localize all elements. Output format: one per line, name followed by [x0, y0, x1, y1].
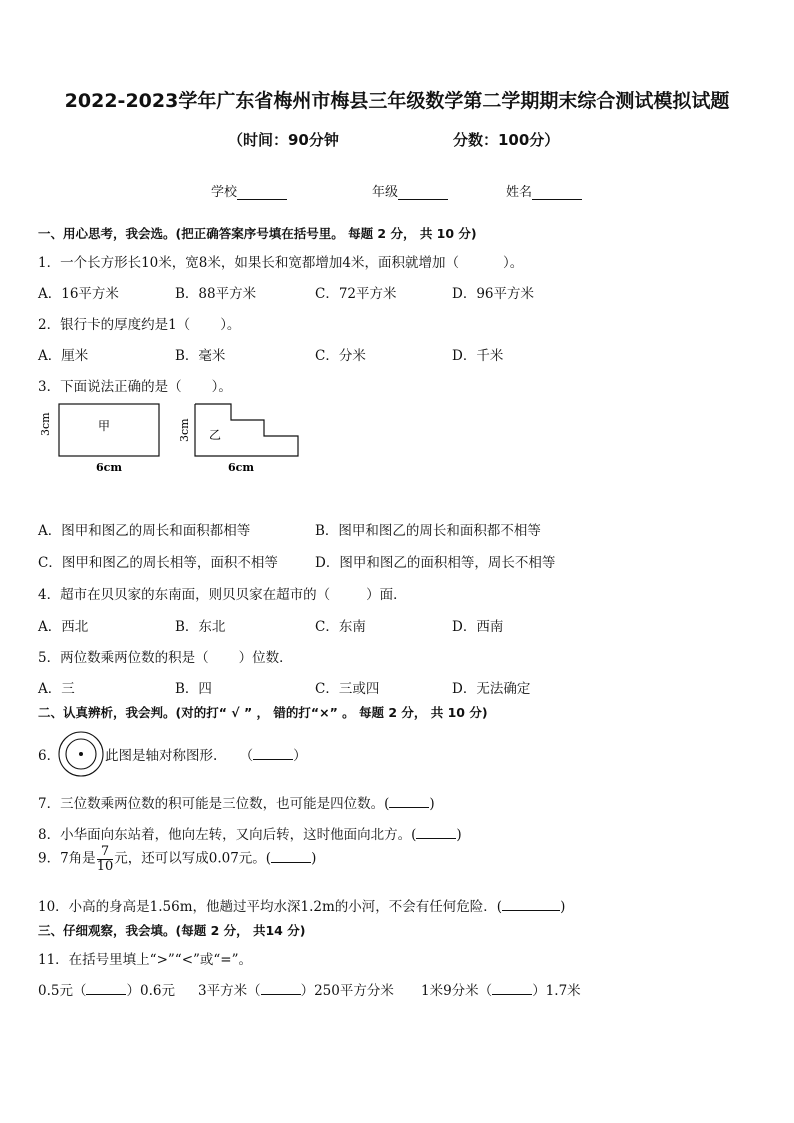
q5-option-c[interactable]: C．三或四 [315, 681, 380, 697]
question-8 [38, 823, 462, 843]
name-label: 姓名 [506, 185, 533, 200]
q3-option-a[interactable]: A．图甲和图乙的周长和面积都相等 [38, 523, 251, 539]
fraction-numerator: 7 [97, 845, 114, 860]
question-2 [38, 313, 240, 333]
q7-paren-close: ) [429, 796, 435, 812]
q3-text-end: ）。 [211, 379, 232, 395]
q7-answer-blank[interactable] [389, 794, 429, 808]
q7-text: 7．三位数乘两位数的积可能是三位数，也可能是四位数。( [38, 796, 390, 812]
section1-heading: 一、用心思考，我会选。(把正确答案序号填在括号里。 每题 2 分， 共 10 分) [38, 226, 477, 241]
q8-text: 8．小华面向东站着，他向左转，又向后转，这时他面向北方。( [38, 827, 417, 843]
q3-text: 3．下面说法正确的是（ [38, 379, 182, 395]
school-blank[interactable] [237, 185, 287, 200]
q2-text-end: ）。 [220, 317, 241, 333]
q4-option-c[interactable]: C．东南 [315, 619, 366, 635]
q1-text-end: ）。 [502, 255, 524, 271]
q5-text-end: ）位数． [238, 650, 293, 666]
q2-option-b[interactable]: B．毫米 [175, 348, 226, 364]
q6-number: 6． [38, 748, 61, 764]
concentric-circles-figure [57, 730, 105, 778]
q8-paren-close: ) [456, 827, 462, 843]
q11-item-3 [421, 979, 581, 999]
q3-option-b[interactable]: B．图甲和图乙的周长和面积都不相等 [315, 523, 541, 539]
fraction-7-10 [97, 845, 114, 873]
question-4 [38, 583, 407, 603]
section2-heading: 二、认真辨析，我会判。(对的打“ √ ” ， 错的打“×” 。 每题 2 分， 共 10 分) [38, 705, 488, 720]
q6-paren-close: ） [293, 748, 307, 764]
question-1 [38, 251, 523, 271]
question-7 [38, 792, 435, 812]
q11-item-1 [38, 979, 175, 999]
school-label: 学校 [211, 185, 238, 200]
q4-option-d[interactable]: D．西南 [452, 619, 504, 635]
question-5 [38, 646, 293, 666]
question-9 [38, 845, 316, 873]
q9-text-end: 元，还可以写成0.07元。( [114, 850, 272, 867]
q11-item1-left: 0.5元（ [38, 983, 87, 999]
q11-item3-right: ）1.7米 [532, 983, 581, 999]
question-6 [105, 744, 307, 764]
grade-blank[interactable] [398, 185, 448, 200]
q2-option-a[interactable]: A．厘米 [38, 348, 89, 364]
school-field[interactable] [211, 181, 287, 200]
q5-text: 5．两位数乘两位数的积是（ [38, 650, 209, 666]
question-10 [38, 895, 565, 915]
grade-label: 年级 [372, 185, 399, 200]
q4-option-b[interactable]: B．东北 [175, 619, 226, 635]
q5-option-d[interactable]: D．无法确定 [452, 681, 531, 697]
q4-text-end: ）面． [366, 587, 407, 603]
q11-item2-blank[interactable] [261, 981, 301, 995]
q1-option-a[interactable]: A．16平方米 [38, 286, 119, 302]
q6-text: 此图是轴对称图形. [105, 748, 218, 764]
q11-item2-left: 3平方米（ [198, 983, 261, 999]
label-jia: 甲 [98, 419, 111, 433]
q6-answer-blank[interactable] [253, 746, 293, 760]
exam-score: 分数：100分） [453, 131, 560, 149]
q11-item3-blank[interactable] [492, 981, 532, 995]
q11-item2-right: ）250平方分米 [300, 983, 394, 999]
q3-figure [36, 400, 306, 480]
grade-field[interactable] [372, 181, 448, 200]
q11-item1-right: ）0.6元 [126, 983, 175, 999]
q11-item3-left: 1米9分米（ [421, 983, 493, 999]
jia-width-label: 6cm [96, 461, 122, 474]
q4-text: 4．超市在贝贝家的东南面，则贝贝家在超市的（ [38, 587, 331, 603]
exam-time: （时间：90分钟 [228, 131, 339, 149]
q5-option-b[interactable]: B．四 [175, 681, 212, 697]
question-3 [38, 375, 232, 395]
q3-option-d[interactable]: D．图甲和图乙的面积相等，周长不相等 [315, 555, 556, 571]
q10-text: 10．小高的身高是1.56m，他趟过平均水深1.2m的小河，不会有任何危险．( [38, 899, 503, 915]
q1-option-b[interactable]: B．88平方米 [175, 286, 257, 302]
q2-option-c[interactable]: C．分米 [315, 348, 366, 364]
jia-height-label: 3cm [39, 412, 52, 436]
q4-option-a[interactable]: A．西北 [38, 619, 89, 635]
exam-title: 2022-2023学年广东省梅州市梅县三年级数学第二学期期末综合测试模拟试题 [64, 90, 730, 112]
q9-text: 9．7角是 [38, 850, 96, 867]
fraction-denominator: 10 [96, 858, 114, 874]
q11-item-2 [198, 979, 394, 999]
q6-paren-open: （ [239, 748, 254, 764]
q5-option-a[interactable]: A．三 [38, 681, 75, 697]
q9-answer-blank[interactable] [271, 849, 311, 863]
yi-height-label: 3cm [178, 418, 191, 442]
label-yi: 乙 [209, 428, 222, 442]
q2-option-d[interactable]: D．千米 [452, 348, 504, 364]
section3-heading: 三、仔细观察，我会填。(每题 2 分， 共14 分) [38, 923, 306, 938]
q3-option-c[interactable]: C．图甲和图乙的周长相等，面积不相等 [38, 555, 278, 571]
q1-option-c[interactable]: C．72平方米 [315, 286, 397, 302]
q8-answer-blank[interactable] [416, 825, 456, 839]
q11-item1-blank[interactable] [86, 981, 126, 995]
q10-paren-close: ) [560, 899, 566, 915]
q2-text: 2．银行卡的厚度约是1（ [38, 317, 191, 333]
q1-option-d[interactable]: D．96平方米 [452, 286, 535, 302]
q9-paren-close: ) [311, 850, 317, 867]
name-field[interactable] [506, 181, 582, 200]
q1-text: 1．一个长方形长10米，宽8米，如果长和宽都增加4米，面积就增加（ [38, 255, 459, 271]
name-blank[interactable] [532, 185, 582, 200]
q10-answer-blank[interactable] [502, 897, 560, 911]
yi-width-label: 6cm [228, 461, 254, 474]
question-11: 11．在括号里填上“>”“<”或“=”。 [38, 952, 253, 968]
